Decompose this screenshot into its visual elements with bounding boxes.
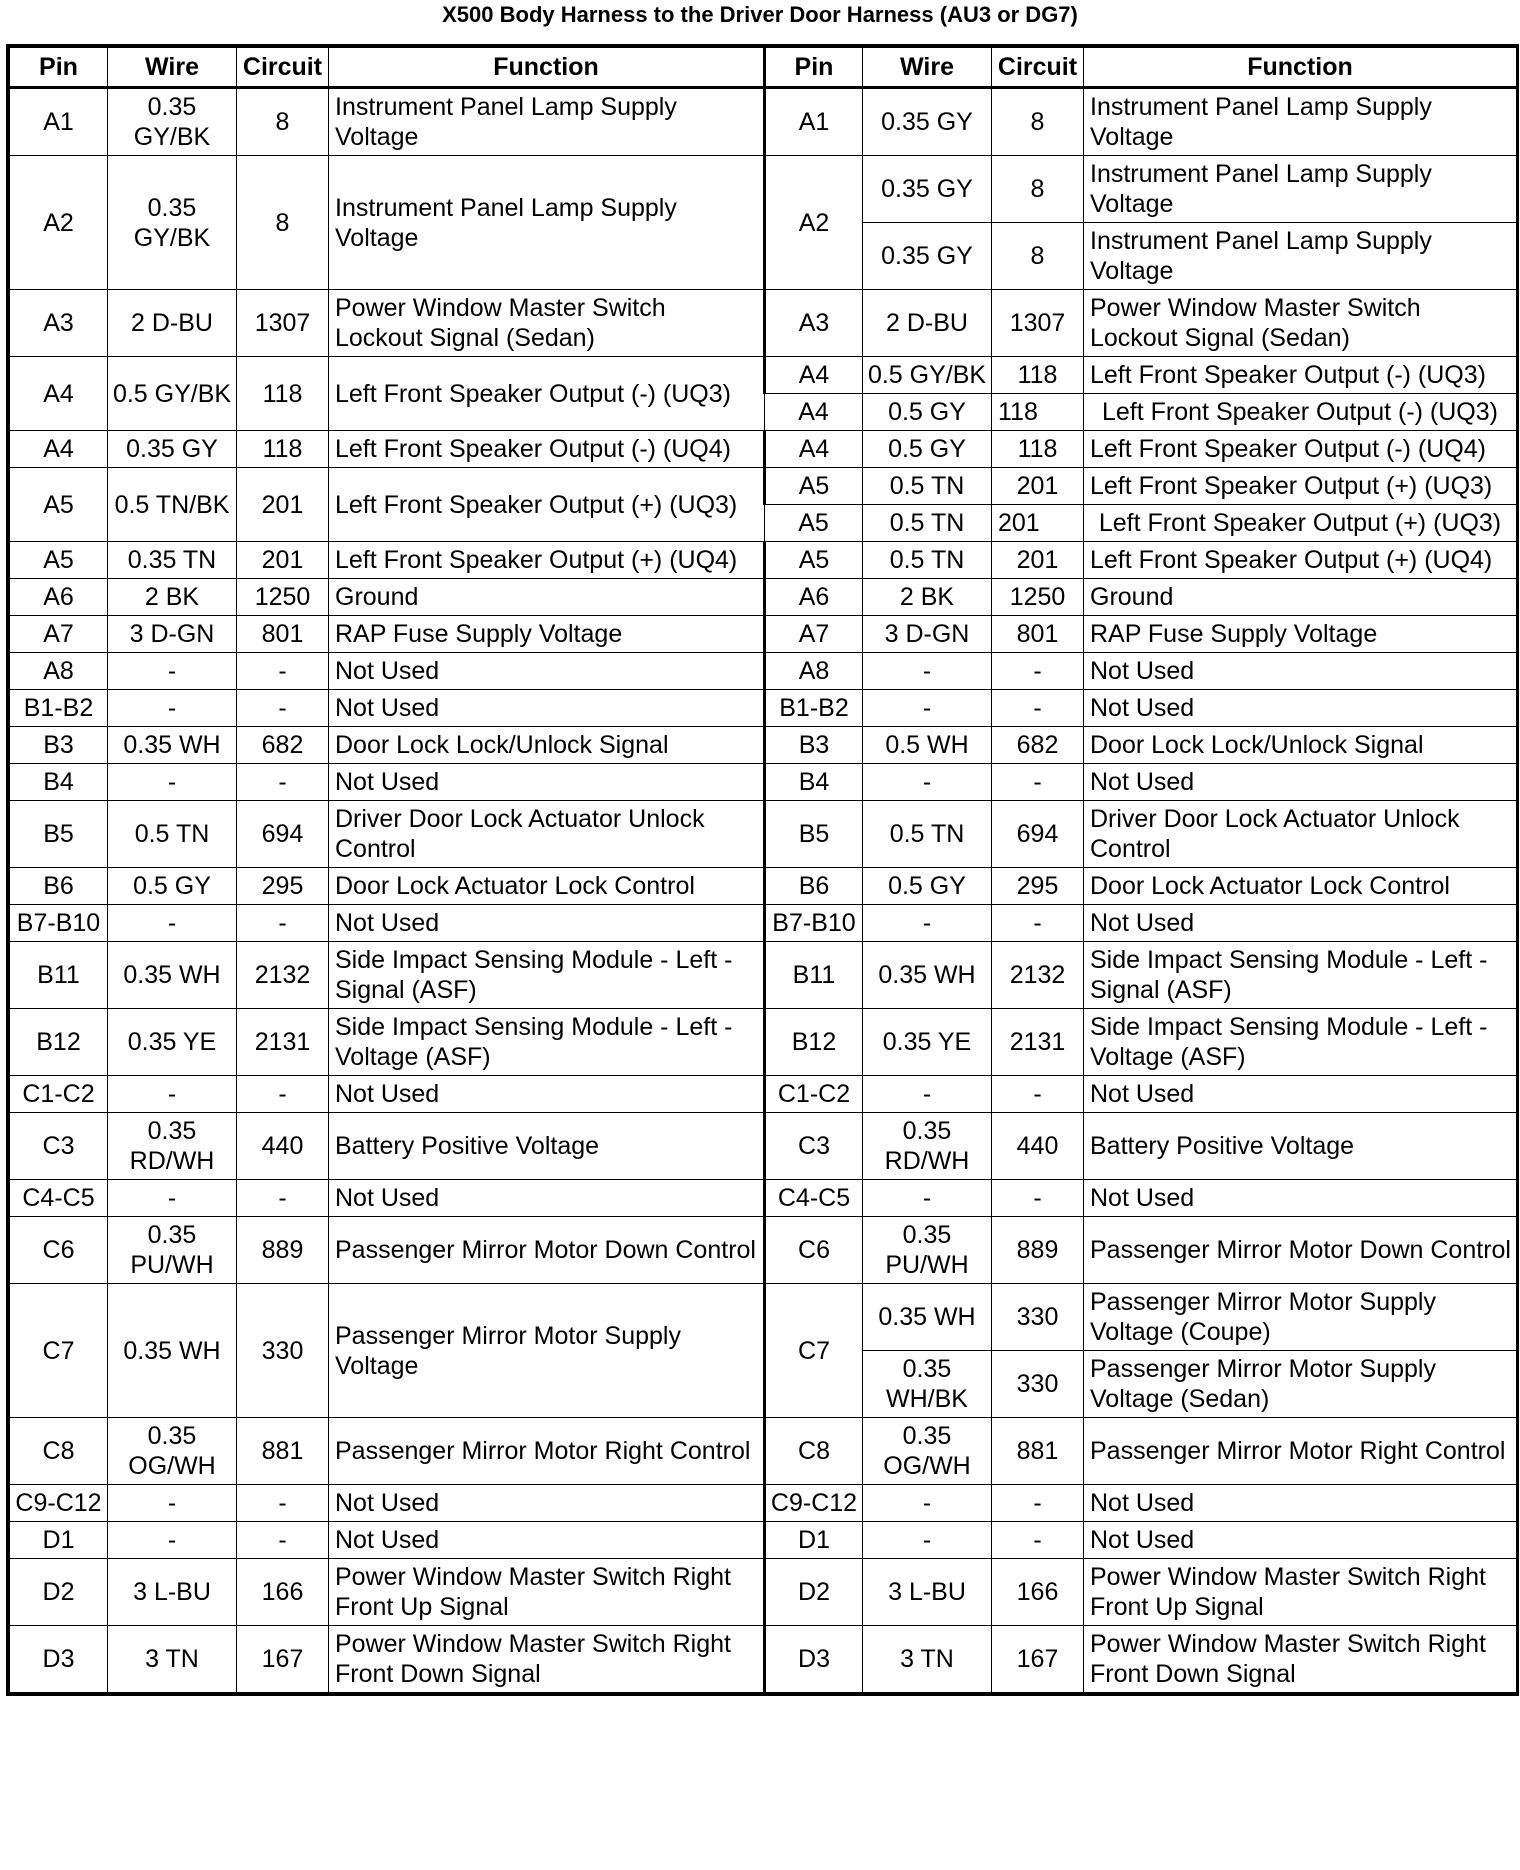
- cell-pin: C9-C12: [765, 1485, 863, 1522]
- cell-circuit: 881: [992, 1418, 1084, 1485]
- cell-function: Left Front Speaker Output (-) (UQ3): [329, 357, 765, 431]
- cell-pin: B12: [765, 1009, 863, 1076]
- header-pin: Pin: [765, 48, 863, 88]
- cell-function: Instrument Panel Lamp Supply Voltage: [329, 88, 765, 156]
- cell-function: Not Used: [1084, 690, 1517, 727]
- table-row: [10, 290, 1517, 357]
- cell-function: Passenger Mirror Motor Down Control: [1084, 1217, 1517, 1284]
- cell-wire: 0.35 WH: [863, 1284, 992, 1351]
- cell-wire: 0.35 GY/BK: [108, 156, 237, 290]
- cell-wire: -: [863, 1180, 992, 1217]
- cell-circuit: -: [237, 764, 329, 801]
- cell-function: Power Window Master Switch Right Front Down Signal: [1084, 1626, 1517, 1693]
- cell-pin: A1: [10, 88, 108, 156]
- cell-wire: -: [863, 764, 992, 801]
- cell-wire: -: [863, 690, 992, 727]
- cell-pin: A3: [10, 290, 108, 357]
- table-row: [10, 156, 1517, 223]
- cell-circuit: 1250: [992, 579, 1084, 616]
- cell-pin: A4: [10, 357, 108, 431]
- cell-circuit: -: [992, 764, 1084, 801]
- cell-function: Passenger Mirror Motor Down Control: [329, 1217, 765, 1284]
- cell-pin: A5: [10, 542, 108, 579]
- cell-wire: 3 D-GN: [863, 616, 992, 653]
- table-row: [10, 1217, 1517, 1284]
- cell-wire: 0.5 GY: [863, 431, 992, 468]
- table-row: [10, 801, 1517, 868]
- cell-wire: 2 D-BU: [108, 290, 237, 357]
- cell-wire: 0.5 TN: [863, 801, 992, 868]
- cell-circuit: 694: [237, 801, 329, 868]
- cell-pin: B1-B2: [765, 690, 863, 727]
- cell-circuit: 8: [992, 88, 1084, 156]
- cell-function: Left Front Speaker Output (+) (UQ4): [329, 542, 765, 579]
- cell-wire: A5: [765, 505, 863, 542]
- cell-function: Left Front Speaker Output (+) (UQ3): [1084, 468, 1517, 505]
- table-row: [10, 1418, 1517, 1485]
- cell-circuit: 889: [237, 1217, 329, 1284]
- table-body: [10, 88, 1517, 1693]
- cell-function: Not Used: [329, 1485, 765, 1522]
- cell-wire: 0.35 GY: [863, 88, 992, 156]
- cell-circuit: 118: [237, 357, 329, 431]
- cell-wire: 3 L-BU: [863, 1559, 992, 1626]
- cell-wire: 0.5 TN/BK: [108, 468, 237, 542]
- cell-pin: B5: [765, 801, 863, 868]
- cell-function: Not Used: [329, 690, 765, 727]
- cell-wire: 3 TN: [108, 1626, 237, 1693]
- cell-pin: C8: [10, 1418, 108, 1485]
- cell-function: Not Used: [329, 1076, 765, 1113]
- cell-circuit: 682: [237, 727, 329, 764]
- cell-circuit: 2131: [992, 1009, 1084, 1076]
- cell-function: Left Front Speaker Output (-) (UQ4): [1084, 431, 1517, 468]
- cell-function: Not Used: [1084, 905, 1517, 942]
- cell-wire: -: [863, 653, 992, 690]
- cell-function: Passenger Mirror Motor Right Control: [1084, 1418, 1517, 1485]
- cell-pin: A5: [10, 468, 108, 542]
- header-wire: Wire: [108, 48, 237, 88]
- table-row: [10, 357, 1517, 394]
- table-row: [10, 579, 1517, 616]
- cell-circuit: 330: [237, 1284, 329, 1418]
- cell-wire: 3 D-GN: [108, 616, 237, 653]
- cell-circuit: 8: [237, 88, 329, 156]
- page-title: X500 Body Harness to the Driver Door Harness (AU3 or DG7): [442, 2, 1078, 27]
- cell-wire: 0.35 WH: [108, 727, 237, 764]
- cell-pin: D3: [10, 1626, 108, 1693]
- cell-function: Left Front Speaker Output (+) (UQ3): [329, 468, 765, 542]
- cell-wire: -: [863, 1522, 992, 1559]
- cell-pin: A8: [765, 653, 863, 690]
- cell-circuit: 801: [992, 616, 1084, 653]
- cell-wire: 3 TN: [863, 1626, 992, 1693]
- cell-pin: C6: [765, 1217, 863, 1284]
- cell-function: Passenger Mirror Motor Supply Voltage: [329, 1284, 765, 1418]
- cell-pin: A6: [765, 579, 863, 616]
- table-row: [10, 1522, 1517, 1559]
- table-row: [10, 653, 1517, 690]
- cell-wire: 0.35 RD/WH: [108, 1113, 237, 1180]
- cell-function: Passenger Mirror Motor Supply Voltage (Sedan): [1084, 1351, 1517, 1418]
- cell-function: Power Window Master Switch Right Front Up Signal: [329, 1559, 765, 1626]
- cell-pin: A2: [765, 156, 863, 290]
- cell-function: Instrument Panel Lamp Supply Voltage: [1084, 223, 1517, 290]
- cell-function: Power Window Master Switch Lockout Signal (Sedan): [329, 290, 765, 357]
- cell-pin: B5: [10, 801, 108, 868]
- cell-function: Not Used: [1084, 1522, 1517, 1559]
- cell-circuit: 166: [992, 1559, 1084, 1626]
- cell-pin: D2: [765, 1559, 863, 1626]
- undefined: Left Front Speaker Output (-) (UQ3): [1084, 394, 1517, 431]
- cell-wire: 0.35 RD/WH: [863, 1113, 992, 1180]
- cell-pin: B11: [765, 942, 863, 1009]
- cell-pin: C4-C5: [10, 1180, 108, 1217]
- cell-function: Instrument Panel Lamp Supply Voltage: [1084, 88, 1517, 156]
- cell-pin: A3: [765, 290, 863, 357]
- cell-function: Left Front Speaker Output (+) (UQ4): [1084, 542, 1517, 579]
- cell-circuit: 2131: [237, 1009, 329, 1076]
- table-row: [10, 1113, 1517, 1180]
- cell-pin: C4-C5: [765, 1180, 863, 1217]
- cell-function: Not Used: [329, 1180, 765, 1217]
- cell-circuit: -: [992, 905, 1084, 942]
- connector-pinout-table: [9, 47, 1517, 1693]
- cell-function: Battery Positive Voltage: [1084, 1113, 1517, 1180]
- cell-circuit: 0.5 GY: [863, 394, 992, 431]
- cell-circuit: 201: [992, 542, 1084, 579]
- cell-function: 118: [992, 394, 1084, 431]
- cell-function: Power Window Master Switch Right Front Up Signal: [1084, 1559, 1517, 1626]
- cell-circuit: -: [237, 690, 329, 727]
- table-row: [10, 542, 1517, 579]
- cell-pin: A4: [10, 431, 108, 468]
- header-wire: Wire: [863, 48, 992, 88]
- cell-function: Side Impact Sensing Module - Left - Voltage (ASF): [1084, 1009, 1517, 1076]
- cell-circuit: 889: [992, 1217, 1084, 1284]
- connector-table-frame: [6, 44, 1519, 1696]
- table-row: [10, 468, 1517, 505]
- cell-pin: B4: [765, 764, 863, 801]
- table-row: [10, 1559, 1517, 1626]
- cell-pin: B3: [765, 727, 863, 764]
- cell-function: Not Used: [1084, 764, 1517, 801]
- cell-function: Not Used: [1084, 653, 1517, 690]
- cell-pin: D3: [765, 1626, 863, 1693]
- cell-pin: A8: [10, 653, 108, 690]
- cell-function: Ground: [329, 579, 765, 616]
- cell-circuit: -: [237, 905, 329, 942]
- table-row: [10, 1284, 1517, 1351]
- cell-circuit: 694: [992, 801, 1084, 868]
- cell-function: Power Window Master Switch Lockout Signal (Sedan): [1084, 290, 1517, 357]
- cell-wire: 0.35 WH/BK: [863, 1351, 992, 1418]
- table-row: [10, 690, 1517, 727]
- cell-wire: 0.5 GY/BK: [108, 357, 237, 431]
- table-row: [10, 905, 1517, 942]
- cell-pin: C8: [765, 1418, 863, 1485]
- cell-pin: A7: [10, 616, 108, 653]
- table-row: [10, 88, 1517, 156]
- cell-pin: B7-B10: [765, 905, 863, 942]
- cell-pin: C7: [765, 1284, 863, 1418]
- cell-wire: -: [108, 653, 237, 690]
- cell-pin: D1: [10, 1522, 108, 1559]
- cell-circuit: 295: [992, 868, 1084, 905]
- cell-circuit: 295: [237, 868, 329, 905]
- cell-wire: -: [863, 1076, 992, 1113]
- cell-circuit: -: [237, 1522, 329, 1559]
- cell-circuit: 118: [237, 431, 329, 468]
- cell-circuit: -: [237, 653, 329, 690]
- cell-function: Not Used: [329, 764, 765, 801]
- table-row: [10, 1626, 1517, 1693]
- cell-circuit: 801: [237, 616, 329, 653]
- table-header-row: [10, 48, 1517, 88]
- cell-wire: 0.35 PU/WH: [108, 1217, 237, 1284]
- cell-wire: 0.35 OG/WH: [863, 1418, 992, 1485]
- cell-function: RAP Fuse Supply Voltage: [329, 616, 765, 653]
- cell-wire: 0.5 GY: [863, 868, 992, 905]
- cell-function: Side Impact Sensing Module - Left - Signal (ASF): [329, 942, 765, 1009]
- cell-circuit: 8: [237, 156, 329, 290]
- cell-wire: 0.35 WH: [108, 1284, 237, 1418]
- table-row: [10, 942, 1517, 1009]
- cell-circuit: -: [992, 1076, 1084, 1113]
- cell-function: Door Lock Lock/Unlock Signal: [1084, 727, 1517, 764]
- cell-pin: C1-C2: [765, 1076, 863, 1113]
- cell-circuit: 166: [237, 1559, 329, 1626]
- cell-circuit: -: [992, 690, 1084, 727]
- cell-circuit: 167: [237, 1626, 329, 1693]
- cell-wire: 0.35 WH: [863, 942, 992, 1009]
- cell-wire: -: [108, 1076, 237, 1113]
- cell-pin: A4: [765, 431, 863, 468]
- table-row: [10, 616, 1517, 653]
- cell-circuit: 330: [992, 1284, 1084, 1351]
- cell-circuit: 118: [992, 431, 1084, 468]
- table-row: [10, 1009, 1517, 1076]
- cell-circuit: -: [992, 653, 1084, 690]
- cell-wire: 0.5 TN: [863, 542, 992, 579]
- cell-pin: A1: [765, 88, 863, 156]
- cell-function: Passenger Mirror Motor Supply Voltage (Coupe): [1084, 1284, 1517, 1351]
- cell-wire: 0.35 GY: [863, 156, 992, 223]
- cell-pin: B6: [10, 868, 108, 905]
- cell-circuit: 201: [237, 468, 329, 542]
- table-row: [10, 868, 1517, 905]
- cell-wire: 3 L-BU: [108, 1559, 237, 1626]
- cell-function: Left Front Speaker Output (-) (UQ3): [1084, 357, 1517, 394]
- table-row: [10, 1076, 1517, 1113]
- cell-function: Door Lock Lock/Unlock Signal: [329, 727, 765, 764]
- cell-function: Door Lock Actuator Lock Control: [1084, 868, 1517, 905]
- table-row: [10, 1485, 1517, 1522]
- cell-pin: C6: [10, 1217, 108, 1284]
- cell-function: Battery Positive Voltage: [329, 1113, 765, 1180]
- cell-circuit: -: [992, 1485, 1084, 1522]
- cell-function: Driver Door Lock Actuator Unlock Control: [329, 801, 765, 868]
- cell-function: Door Lock Actuator Lock Control: [329, 868, 765, 905]
- cell-wire: 2 D-BU: [863, 290, 992, 357]
- cell-pin: D1: [765, 1522, 863, 1559]
- cell-wire: 0.5 GY: [108, 868, 237, 905]
- header-circuit: Circuit: [992, 48, 1084, 88]
- cell-pin: B4: [10, 764, 108, 801]
- cell-wire: 0.35 GY: [108, 431, 237, 468]
- cell-circuit: 8: [992, 156, 1084, 223]
- cell-circuit: 0.5 TN: [863, 505, 992, 542]
- cell-function: Not Used: [1084, 1485, 1517, 1522]
- cell-function: Not Used: [329, 653, 765, 690]
- cell-circuit: 201: [237, 542, 329, 579]
- cell-wire: 0.35 TN: [108, 542, 237, 579]
- cell-wire: 2 BK: [108, 579, 237, 616]
- cell-function: Side Impact Sensing Module - Left - Voltage (ASF): [329, 1009, 765, 1076]
- cell-function: Instrument Panel Lamp Supply Voltage: [1084, 156, 1517, 223]
- cell-wire: -: [863, 1485, 992, 1522]
- cell-wire: -: [108, 764, 237, 801]
- cell-wire: -: [108, 1522, 237, 1559]
- cell-function: 201: [992, 505, 1084, 542]
- cell-circuit: -: [992, 1522, 1084, 1559]
- cell-function: Not Used: [329, 1522, 765, 1559]
- cell-wire: -: [108, 690, 237, 727]
- cell-function: Passenger Mirror Motor Right Control: [329, 1418, 765, 1485]
- cell-pin: C7: [10, 1284, 108, 1418]
- cell-circuit: 440: [237, 1113, 329, 1180]
- cell-pin: C9-C12: [10, 1485, 108, 1522]
- cell-function: RAP Fuse Supply Voltage: [1084, 616, 1517, 653]
- table-row: [10, 1180, 1517, 1217]
- cell-pin: C1-C2: [10, 1076, 108, 1113]
- cell-circuit: -: [992, 1180, 1084, 1217]
- cell-wire: A4: [765, 394, 863, 431]
- table-row: [10, 431, 1517, 468]
- cell-function: Driver Door Lock Actuator Unlock Control: [1084, 801, 1517, 868]
- cell-wire: 0.5 TN: [108, 801, 237, 868]
- undefined: Left Front Speaker Output (+) (UQ3): [1084, 505, 1517, 542]
- header-pin: Pin: [10, 48, 108, 88]
- cell-wire: 0.5 WH: [863, 727, 992, 764]
- cell-circuit: 201: [992, 468, 1084, 505]
- cell-pin: A5: [765, 542, 863, 579]
- cell-pin: A6: [10, 579, 108, 616]
- cell-circuit: 1307: [237, 290, 329, 357]
- cell-pin: B1-B2: [10, 690, 108, 727]
- cell-function: Left Front Speaker Output (-) (UQ4): [329, 431, 765, 468]
- cell-pin: A7: [765, 616, 863, 653]
- cell-circuit: 682: [992, 727, 1084, 764]
- cell-function: Not Used: [1084, 1180, 1517, 1217]
- cell-pin: B6: [765, 868, 863, 905]
- cell-function: Not Used: [1084, 1076, 1517, 1113]
- cell-pin: A2: [10, 156, 108, 290]
- table-row: [10, 764, 1517, 801]
- cell-circuit: 330: [992, 1351, 1084, 1418]
- cell-pin: A4: [765, 357, 863, 394]
- header-circuit: Circuit: [237, 48, 329, 88]
- cell-wire: 2 BK: [863, 579, 992, 616]
- cell-circuit: 8: [992, 223, 1084, 290]
- cell-circuit: 1307: [992, 290, 1084, 357]
- table-row: [10, 727, 1517, 764]
- cell-circuit: 118: [992, 357, 1084, 394]
- cell-pin: D2: [10, 1559, 108, 1626]
- cell-circuit: -: [237, 1485, 329, 1522]
- cell-circuit: 440: [992, 1113, 1084, 1180]
- cell-wire: -: [863, 905, 992, 942]
- cell-function: Instrument Panel Lamp Supply Voltage: [329, 156, 765, 290]
- cell-pin: B3: [10, 727, 108, 764]
- cell-circuit: 881: [237, 1418, 329, 1485]
- cell-pin: B12: [10, 1009, 108, 1076]
- cell-wire: 0.35 YE: [863, 1009, 992, 1076]
- cell-function: Ground: [1084, 579, 1517, 616]
- cell-wire: 0.5 TN: [863, 468, 992, 505]
- cell-wire: 0.35 PU/WH: [863, 1217, 992, 1284]
- cell-circuit: -: [237, 1076, 329, 1113]
- header-function: Function: [329, 48, 765, 88]
- cell-wire: 0.5 GY/BK: [863, 357, 992, 394]
- cell-function: Side Impact Sensing Module - Left - Signal (ASF): [1084, 942, 1517, 1009]
- cell-wire: -: [108, 1485, 237, 1522]
- header-function: Function: [1084, 48, 1517, 88]
- cell-wire: 0.35 OG/WH: [108, 1418, 237, 1485]
- cell-circuit: 1250: [237, 579, 329, 616]
- cell-wire: -: [108, 1180, 237, 1217]
- cell-function: Power Window Master Switch Right Front Down Signal: [329, 1626, 765, 1693]
- cell-circuit: -: [237, 1180, 329, 1217]
- cell-circuit: 2132: [992, 942, 1084, 1009]
- cell-circuit: 2132: [237, 942, 329, 1009]
- cell-pin: B7-B10: [10, 905, 108, 942]
- cell-circuit: 167: [992, 1626, 1084, 1693]
- cell-pin: C3: [10, 1113, 108, 1180]
- cell-wire: 0.35 GY/BK: [108, 88, 237, 156]
- cell-wire: 0.35 GY: [863, 223, 992, 290]
- cell-pin: B11: [10, 942, 108, 1009]
- cell-wire: 0.35 WH: [108, 942, 237, 1009]
- cell-function: Not Used: [329, 905, 765, 942]
- cell-pin: C3: [765, 1113, 863, 1180]
- cell-wire: 0.35 YE: [108, 1009, 237, 1076]
- cell-pin: A5: [765, 468, 863, 505]
- cell-wire: -: [108, 905, 237, 942]
